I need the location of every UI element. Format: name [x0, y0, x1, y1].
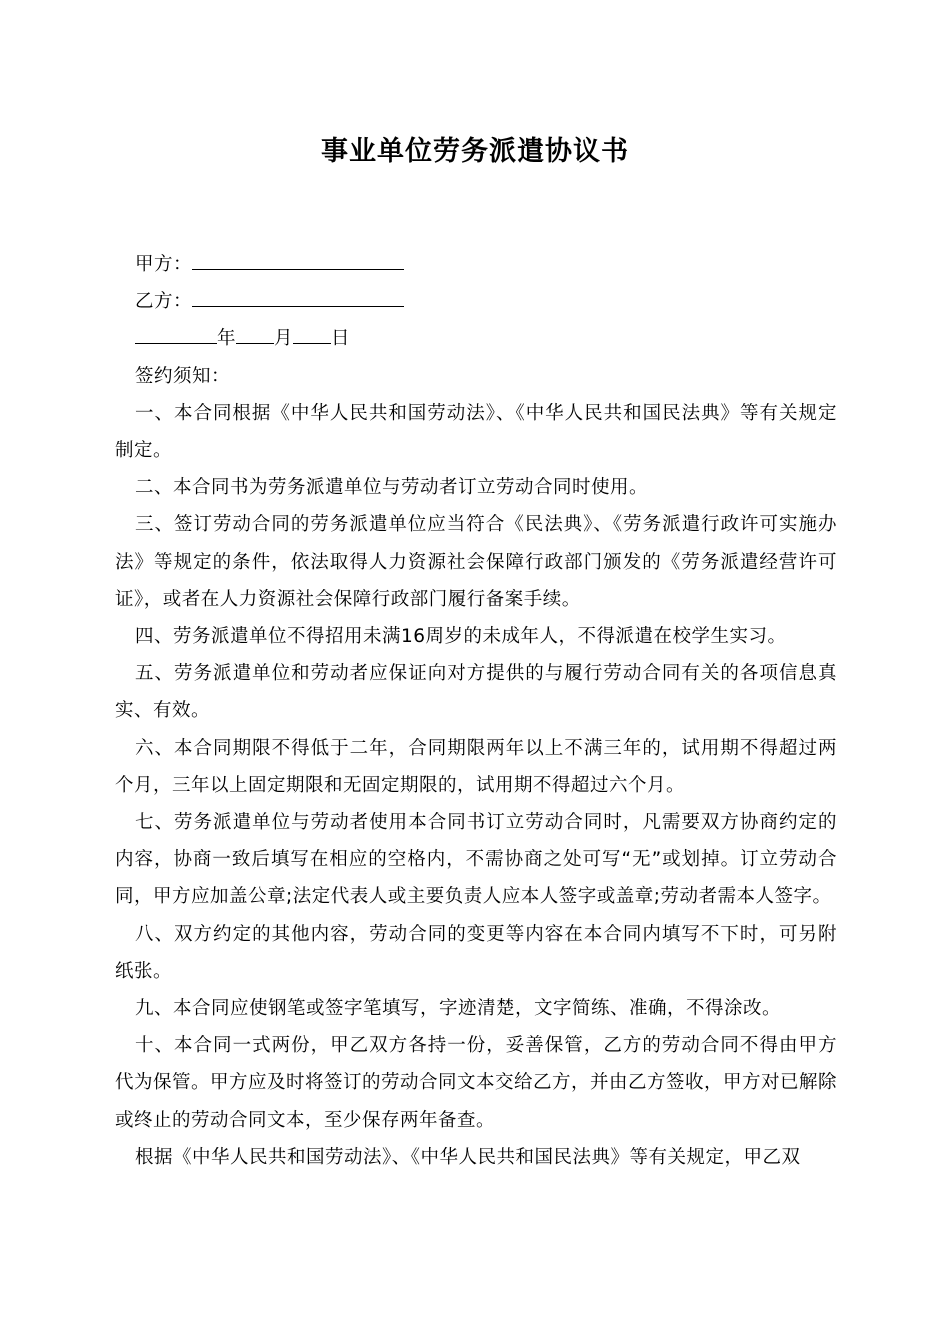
notice-item-2: 二、本合同书为劳务派遣单位与劳动者订立劳动合同时使用。 [135, 477, 649, 499]
date-year-label: 年 [217, 328, 237, 350]
party-a-line [115, 246, 837, 283]
date-line [115, 320, 837, 357]
notice-heading: 签约须知： [135, 365, 231, 387]
notice-item-4: 四、劳务派遣单位不得招用未满16周岁的未成年人，不得派遣在校学生实习。 [135, 626, 787, 648]
document-body [115, 246, 837, 1176]
notice-item-6: 六、本合同期限不得低于二年，合同期限两年以上不满三年的，试用期不得超过两个月，三年以上固定期限和无固定期限的，试用期不得超过六个月。 [115, 737, 837, 796]
notice-item-8: 八、双方约定的其他内容，劳动合同的变更等内容在本合同内填写不下时，可另附纸张。 [115, 923, 837, 982]
party-a-blank[interactable] [192, 247, 404, 270]
notice-item-3: 三、签订劳动合同的劳务派遣单位应当符合《民法典》、《劳务派遣行政许可实施办法》等规定的条件，依法取得人力资源社会保障行政部门颁发的《劳务派遣经营许可证》，或者在人力资源社会保障行政部门履行备案手续。 [115, 514, 837, 610]
party-b-label: 乙方： [135, 291, 193, 313]
notice-item-1: 一、本合同根据《中华人民共和国劳动法》、《中华人民共和国民法典》等有关规定制定。 [115, 402, 837, 462]
contract-intro-paragraph: 根据《中华人民共和国劳动法》、《中华人民共和国民法典》等有关规定，甲乙双 [135, 1146, 801, 1168]
date-month-blank[interactable] [236, 321, 274, 344]
notice-item-7: 七、劳务派遣单位与劳动者使用本合同书订立劳动合同时，凡需要双方协商约定的内容，协商一致后填写在相应的空格内，不需协商之处可写“无”或划掉。订立劳动合同，甲方应加盖公章;法定代表人或主要负责人应本人签字或盖章;劳动者需本人签字。 [115, 812, 837, 908]
notice-item-9: 九、本合同应使钢笔或签字笔填写，字迹清楚，文字简练、准确，不得涂改。 [135, 998, 782, 1020]
notice-item-10: 十、本合同一式两份，甲乙双方各持一份，妥善保管，乙方的劳动合同不得由甲方代为保管。甲方应及时将签订的劳动合同文本交给乙方，并由乙方签收，甲方对已解除或终止的劳动合同文本，至少保存两年备查。 [115, 1035, 838, 1131]
date-day-label: 日 [331, 328, 351, 350]
notice-item-5: 五、劳务派遣单位和劳动者应保证向对方提供的与履行劳动合同有关的各项信息真实、有效。 [115, 663, 837, 722]
date-year-blank[interactable] [135, 321, 217, 344]
date-day-blank[interactable] [293, 321, 331, 344]
document-title: 事业单位劳务派遣协议书 [321, 136, 629, 167]
date-month-label: 月 [274, 328, 294, 350]
party-b-line [115, 283, 837, 320]
party-a-label: 甲方： [135, 254, 193, 275]
party-b-blank[interactable] [192, 284, 404, 307]
